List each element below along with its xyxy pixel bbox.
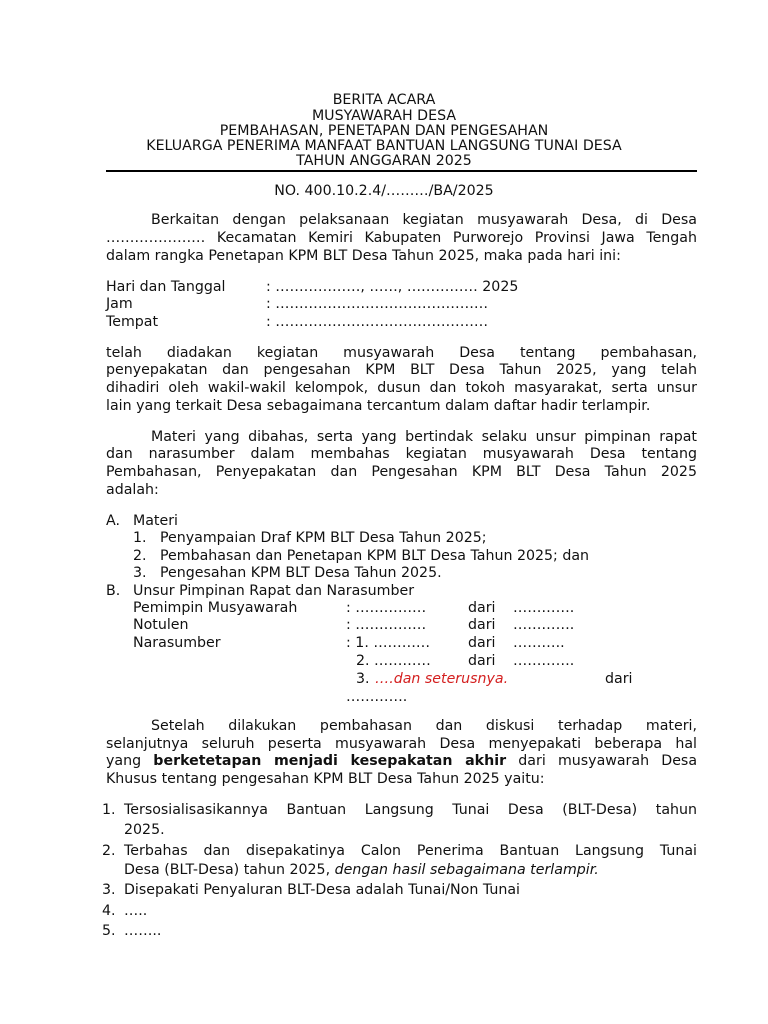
result-item-4: ….. bbox=[124, 903, 148, 919]
notulen-label: Notulen bbox=[133, 617, 189, 633]
speaker-dari-1: dari bbox=[468, 635, 496, 651]
document-number: NO. 400.10.2.4/………/BA/2025 bbox=[274, 183, 494, 199]
intro-line-2: ………………… Kecamatan Kemiri Kabupaten Purworejo Provinsi Jawa Tengah bbox=[106, 230, 697, 246]
result-num: 1. bbox=[102, 802, 116, 818]
header-line-5: TAHUN ANGGARAN 2025 bbox=[296, 153, 472, 169]
intro-line-3: dalam rangka Penetapan KPM BLT Desa Tahun 2025, maka pada hari ini: bbox=[106, 248, 621, 264]
result-item-5: …….. bbox=[124, 923, 162, 939]
leader-from: …………. bbox=[513, 600, 575, 616]
section-a-item: Pengesahan KPM BLT Desa Tahun 2025. bbox=[160, 565, 442, 581]
header-divider bbox=[106, 170, 697, 172]
field-value-time: : ……………………………………… bbox=[266, 296, 489, 312]
section-a-item-num: 1. bbox=[133, 530, 147, 546]
section-a-item: Penyampaian Draf KPM BLT Desa Tahun 2025; bbox=[160, 530, 487, 546]
header-line-4: KELUARGA PENERIMA MANFAAT BANTUAN LANGSUNG TUNAI DESA bbox=[146, 138, 622, 154]
section-a-marker: A. bbox=[106, 513, 120, 529]
para4-line-1: Setelah dilakukan pembahasan dan diskusi terhadap materi, bbox=[151, 718, 697, 734]
speaker-from-2: …………. bbox=[513, 653, 575, 669]
para2-line-2: penyepakatan dan pengesahan KPM BLT Desa Tahun 2025, yang telah bbox=[106, 362, 697, 378]
para2-line-4: lain yang terkait Desa sebagaimana tercantum dalam daftar hadir terlampir. bbox=[106, 398, 651, 414]
result-item-1-cont: 2025. bbox=[124, 822, 165, 838]
field-label-place: Tempat bbox=[106, 314, 159, 330]
para3-line-2: dan narasumber dalam membahas kegiatan musyawarah Desa tentang bbox=[106, 446, 697, 462]
section-b-title: Unsur Pimpinan Rapat dan Narasumber bbox=[133, 583, 415, 599]
result-num: 5. bbox=[102, 923, 116, 939]
notulen-dari: dari bbox=[468, 617, 496, 633]
speaker-dari-2: dari bbox=[468, 653, 496, 669]
para4-line-3-post: dari musyawarah Desa bbox=[518, 753, 698, 769]
notulen-value: : …………… bbox=[346, 617, 427, 633]
speaker-from-1: ……….. bbox=[513, 635, 565, 651]
result-item-2-italic: dengan hasil sebagaimana terlampir. bbox=[334, 862, 599, 878]
para3-line-1: Materi yang dibahas, serta yang bertindak selaku unsur pimpinan rapat bbox=[151, 429, 697, 445]
section-a-item-num: 2. bbox=[133, 548, 147, 564]
header-line-2: MUSYAWARAH DESA bbox=[311, 108, 457, 124]
para2-line-3: dihadiri oleh wakil-wakil kelompok, dusun dan tokoh masyarakat, serta unsur bbox=[106, 380, 697, 396]
header-line-3: PEMBAHASAN, PENETAPAN DAN PENGESAHAN bbox=[219, 123, 549, 139]
section-b-marker: B. bbox=[106, 583, 121, 599]
result-item-3: Disepakati Penyaluran BLT-Desa adalah Tunai/Non Tunai bbox=[124, 882, 520, 898]
result-item-1: Tersosialisasikannya Bantuan Langsung Tunai Desa (BLT-Desa) tahun bbox=[124, 802, 697, 818]
section-a-title: Materi bbox=[133, 513, 179, 529]
speaker-dari-3: dari bbox=[605, 671, 633, 687]
field-label-time: Jam bbox=[106, 296, 133, 312]
para3-line-3: Pembahasan, Penyepakatan dan Pengesahan KPM BLT Desa Tahun 2025 bbox=[106, 464, 697, 480]
result-item-2-cont bbox=[124, 861, 599, 879]
speaker-num-3: 3. bbox=[356, 671, 370, 687]
para4-bold-phrase: berketetapan menjadi kesepakatan akhir bbox=[153, 753, 507, 769]
para4-line-4: Khusus tentang pengesahan KPM BLT Desa Tahun 2025 yaitu: bbox=[106, 771, 545, 787]
header-title: BERITA ACARA bbox=[332, 92, 436, 108]
para3-line-4: adalah: bbox=[106, 482, 159, 498]
speaker-label: Narasumber bbox=[133, 635, 221, 651]
section-a-item-num: 3. bbox=[133, 565, 147, 581]
result-num: 2. bbox=[102, 843, 116, 859]
speaker-etc-note: ….dan seterusnya. bbox=[375, 671, 509, 687]
para4-line-3-pre: yang bbox=[106, 753, 142, 769]
result-item-2: Terbahas dan disepakatinya Calon Penerima Bantuan Langsung Tunai bbox=[124, 843, 697, 859]
field-value-place: : ……………………………………… bbox=[266, 314, 489, 330]
notulen-from: …………. bbox=[513, 617, 575, 633]
para4-line-2: selanjutnya seluruh peserta musyawarah Desa menyepakati beberapa hal bbox=[106, 736, 697, 752]
speaker-from-3: …………. bbox=[346, 689, 408, 705]
intro-line-1: Berkaitan dengan pelaksanaan kegiatan musyawarah Desa, di Desa bbox=[151, 212, 697, 228]
speaker-value-1: : 1. ………… bbox=[346, 635, 431, 651]
para2-line-1: telah diadakan kegiatan musyawarah Desa tentang pembahasan, bbox=[106, 345, 697, 361]
speaker-value-2: 2. ………… bbox=[356, 653, 431, 669]
field-label-date: Hari dan Tanggal bbox=[106, 279, 226, 295]
para4-line-3 bbox=[106, 752, 697, 770]
leader-value: : …………… bbox=[346, 600, 427, 616]
result-item-2-text: Desa (BLT-Desa) tahun 2025, bbox=[124, 862, 331, 878]
result-num: 4. bbox=[102, 903, 116, 919]
leader-dari: dari bbox=[468, 600, 496, 616]
field-value-date: : ………………, ……, …………… 2025 bbox=[266, 279, 519, 295]
section-a-item: Pembahasan dan Penetapan KPM BLT Desa Tahun 2025; dan bbox=[160, 548, 590, 564]
leader-label: Pemimpin Musyawarah bbox=[133, 600, 298, 616]
result-num: 3. bbox=[102, 882, 116, 898]
